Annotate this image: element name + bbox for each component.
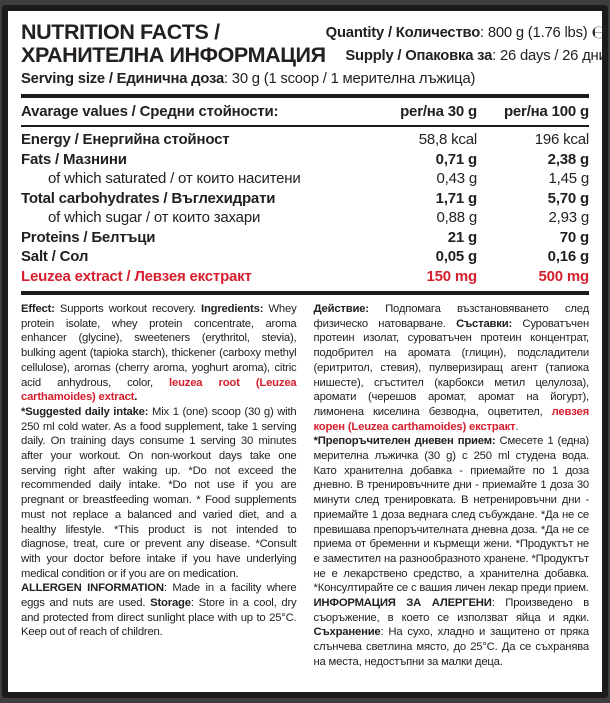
label-title <box>21 21 326 68</box>
table-row <box>21 130 589 150</box>
text-run: : Made in a facility where eggs and nuts are used. <box>21 582 297 610</box>
row-label: Total carbohydrates / Въглехидрати <box>21 189 276 207</box>
info-column-bg-paragraph-2 <box>314 434 590 596</box>
text-run: Serving size / Единична доза <box>21 71 224 87</box>
info-column-en-paragraph-2 <box>21 405 297 581</box>
quantity-line <box>326 21 607 45</box>
info-column-en-paragraph-1 <box>21 302 297 405</box>
text-run: Подпомага възстановяването след физическо натоварване. <box>313 303 589 330</box>
text-run: leuzea root (Leuzea carthamoides) extract <box>21 376 297 404</box>
text-run: Ingredients: <box>201 303 269 315</box>
text-run: : 26 days / 26 дни <box>492 48 607 64</box>
table-header-per100: per/на 100 g <box>503 103 589 120</box>
text-run: Supports workout recovery. <box>59 303 202 315</box>
row-value-per100: 500 mg <box>538 267 589 285</box>
info-column-bg-paragraph-1 <box>314 302 590 434</box>
table-row <box>21 189 589 209</box>
text-run: Supply / Опаковка за <box>345 48 493 64</box>
supply-line <box>326 45 607 68</box>
row-label: Energy / Енергийна стойност <box>21 131 230 148</box>
row-value-per30: 0,71 g <box>435 150 477 168</box>
table-header-per30: per/на 30 g <box>400 103 477 120</box>
row-value-per100: 2,38 g <box>547 150 589 168</box>
row-value-per30: 58,8 kcal <box>418 131 477 148</box>
row-value-per30: 0,43 g <box>436 170 477 187</box>
text-run: : На сухо, хладно и защитено от пряка слънчева светлина място, до 25°C. Да се съхранява на места, недостъпни за малки деца. <box>313 626 589 668</box>
divider-table-bottom <box>21 291 589 295</box>
label-header <box>21 20 607 68</box>
table-row <box>21 228 589 248</box>
info-column-en <box>21 302 297 670</box>
text-run: : 800 g (1.76 lbs) <box>480 25 592 41</box>
text-run: . <box>134 391 138 404</box>
text-run: *Препоръчителен дневен прием: <box>313 435 500 448</box>
info-column-bg-paragraph-3 <box>314 596 590 670</box>
text-run: Quantity / Количество <box>325 25 481 41</box>
table-row <box>21 169 589 189</box>
package-info <box>326 21 607 68</box>
table-row <box>21 150 589 170</box>
table-row <box>21 208 589 228</box>
text-run: ALLERGEN INFORMATION <box>21 582 164 595</box>
text-run: Действие: <box>313 303 386 315</box>
row-value-per30: 150 mg <box>426 267 477 285</box>
row-label: Proteins / Белтъци <box>21 228 156 246</box>
text-run: Mix 1 (one) scoop (30 g) with 250 ml cold water. As a food supplement, take 1 serving daily. On training days consume 1 serving 30 minutes after your workout. On non-workout days take one serving right after waking up. *Do not exceed the recommended daily intake. *Do not use if you are pregnant or breastfeeding woman. * Food supplements must not replace a balanced and varied diet, and a healthy lifestyle. *This product is not intended to diagnose, treat, cure or prevent any disease. *Consult with your doctor before intake if you have underlying medical condition or if you are on medication. <box>21 405 297 580</box>
serving-size-line <box>21 69 589 90</box>
table-row <box>21 247 589 267</box>
text-run: Съставки: <box>456 317 523 330</box>
row-label: Fats / Мазнини <box>21 150 127 168</box>
row-value-per30: 0,05 g <box>435 248 477 265</box>
text-run: Смесете 1 (една) мерителна лъжичка (30 g) с 250 ml студена вода. Като хранителна добавка - приемайте по 1 доза дневно. В тренировъчните дни - приемайте 1 доза 30 минути след тренировката. В нетренировъчни дни - приемайте 1 доза веднага след събуждане. *Да не се превишава препоръчителната дневна доза. *Да не се приема от бременни и кърмещи жени. *Продуктът не е заместител на разнообразното хранене. *Продуктът не е лекарствено средство, а хранителна добавка. *Консултирайте се с вашия личен лекар преди прием. <box>313 435 589 595</box>
estimated-sign-icon: ℮ <box>591 22 607 43</box>
text-run: . <box>515 420 519 433</box>
table-rows <box>21 127 589 291</box>
text-run: Съхранение <box>313 626 381 639</box>
table-header-row <box>21 98 589 125</box>
title-line-bg: ХРАНИТЕЛНА ИНФОРМАЦИЯ <box>21 43 326 67</box>
row-value-per100: 0,16 g <box>547 248 589 265</box>
row-value-per100: 70 g <box>559 228 589 246</box>
text-run: Effect: <box>21 303 60 315</box>
text-run: : 30 g (1 scoop / 1 мерителна лъжица) <box>223 71 476 87</box>
row-value-per100: 1,45 g <box>548 170 589 187</box>
row-value-per100: 2,93 g <box>548 209 589 226</box>
row-value-per30: 21 g <box>447 228 477 246</box>
nutrition-label <box>2 5 608 698</box>
info-column-en-paragraph-3 <box>21 581 297 640</box>
title-line-en: NUTRITION FACTS / <box>21 20 220 44</box>
row-value-per30: 1,71 g <box>435 189 477 207</box>
text-run: Суроватъчен протеин изолат, суроватъчен протеин концентрат, подобрител на аромата (глицин), подсладители (еритритол, стевия), пулверизиращ агент (тапиока нишесте), сгъстител (карбокси метил целулоза), аромати (черешов аромат, аромат на йогурт), лимонена киселина безводна, оцветител, <box>313 317 589 418</box>
row-label: Salt / Сол <box>21 248 89 265</box>
row-label: Leuzea extract / Левзея екстракт <box>21 267 252 285</box>
row-label: of which saturated / от които наситени <box>48 170 301 187</box>
table-row <box>21 267 589 287</box>
text-run: ИНФОРМАЦИЯ ЗА АЛЕРГЕНИ <box>313 597 492 610</box>
table-header-label: Avarage values / Средни стойности: <box>21 103 279 120</box>
text-run: Whey protein isolate, whey protein concentrate, aroma enhancer (glycine), sweeteners (erythritol, stevia), bulking agent (tapioka starch), thickener (carboxy methyl cellulose), aromas (cherry aroma, yoghurt aroma), citric acid anhydrous, color, <box>21 303 297 389</box>
info-column-bg <box>314 302 590 670</box>
text-run: Storage <box>150 597 191 610</box>
text-run: : Store in a cool, dry and protected from direct sunlight place with up to 25°C. Keep out of reach of children. <box>21 597 297 639</box>
text-run: левзея корен (Leuzea carthamoides) екстракт <box>313 405 589 433</box>
info-columns <box>21 302 589 670</box>
text-run: *Suggested daily intake: <box>21 405 153 418</box>
row-value-per100: 196 kcal <box>534 131 589 148</box>
row-value-per30: 0,88 g <box>436 209 477 226</box>
row-value-per100: 5,70 g <box>547 189 589 207</box>
text-run: : Произведено в съоръжение, в което се използват яйца и ядки. <box>313 597 589 624</box>
row-label: of which sugar / от които захари <box>48 209 261 226</box>
